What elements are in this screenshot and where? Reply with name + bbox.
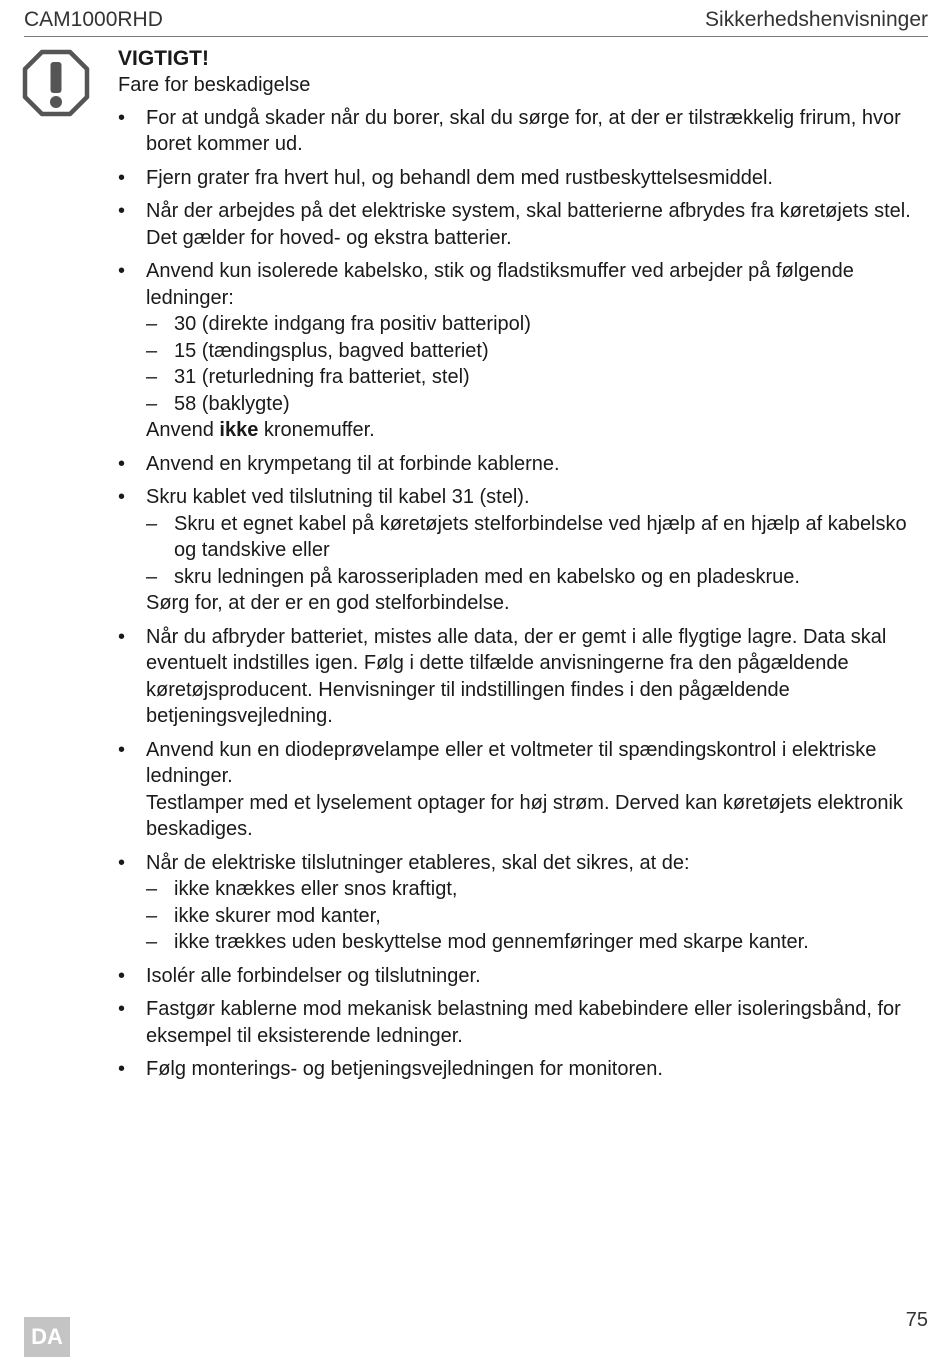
instruction-item (118, 105, 933, 158)
page-number: 75 (905, 1309, 928, 1331)
sub-item: – ikke trækkes uden beskyttelse mod gennemføringer med skarpe kanter. (146, 929, 933, 956)
sub-item: – 30 (direkte indgang fra positiv batteripol) (146, 311, 933, 338)
sub-list (146, 311, 933, 417)
instruction-item (118, 484, 933, 617)
instruction-text: Når du afbryder batteriet, mistes alle data, der er gemt i alle flygtige lagre. Data skal eventuelt indstilles igen. Følg i dette tilfælde anvisningerne fra den pågældende køretøjsproducent. Henvisninger til indstillingen findes i den pågældende betjeningsvejledning. (146, 625, 887, 727)
instruction-list (118, 105, 933, 1083)
sub-item: – skru ledningen på karosseripladen med en kabelsko og en pladeskrue. (146, 564, 933, 591)
instruction-text: Skru kablet ved tilslutning til kabel 31 (stel). (146, 486, 530, 508)
emphasis-text: ikke (219, 419, 259, 441)
instruction-text: Anvend kun en diodeprøvelampe eller et voltmeter til spændingskontrol i elektriske ledninger. (146, 738, 877, 787)
product-model: CAM1000RHD (24, 8, 163, 31)
sub-item: – 31 (returledning fra batteriet, stel) (146, 364, 933, 391)
instruction-text: Anvend en krympetang til at forbinde kablerne. (146, 452, 560, 475)
instruction-text: For at undgå skader når du borer, skal du sørge for, at der er tilstrækkelig frirum, hvor boret kommer ud. (146, 106, 901, 155)
instruction-note: Sørg for, at der er en god stelforbindelse. (146, 592, 510, 614)
instruction-item (118, 850, 933, 956)
instruction-text: Når der arbejdes på det elektriske system, skal batterierne afbrydes fra køretøjets stel. Det gælder for hoved- og ekstra batterier. (146, 200, 911, 249)
hazard-description: Fare for beskadigelse (118, 74, 311, 96)
instruction-item (118, 165, 933, 192)
instruction-item (118, 624, 933, 730)
instruction-text: Når de elektriske tilslutninger etableres, skal det sikres, at de: (146, 851, 690, 874)
note-text: kronemuffer. (258, 419, 375, 441)
instruction-text: Fjern grater fra hvert hul, og behandl dem med rustbeskyttelsesmiddel. (146, 166, 773, 189)
instruction-text: Isolér alle forbindelser og tilslutninger. (146, 964, 481, 987)
signal-word: VIGTIGT! (118, 47, 209, 70)
note-text: Anvend (146, 419, 220, 441)
language-badge: DA (24, 1317, 70, 1357)
sub-item: – ikke skurer mod kanter, (146, 903, 933, 930)
instruction-item (118, 198, 933, 251)
instruction-note: Testlamper med et lyselement optager for høj strøm. Derved kan køretøjets elektronik beskadiges. (146, 791, 903, 840)
sub-item: – ikke knækkes eller snos kraftigt, (146, 876, 933, 903)
sub-item: – 58 (baklygte) (146, 391, 933, 418)
instruction-text: Følg monterings- og betjeningsvejledningen for monitoren. (146, 1058, 663, 1080)
sub-list (146, 511, 933, 591)
instruction-text: Anvend kun isolerede kabelsko, stik og fladstiksmuffer ved arbejder på følgende ledninger: (146, 260, 854, 309)
sub-item: – 15 (tændingsplus, bagved batteriet) (146, 338, 933, 365)
section-title: Sikkerhedshenvisninger (705, 8, 928, 31)
page-header (24, 8, 928, 37)
instruction-item (118, 451, 933, 478)
safety-notice (118, 46, 933, 1090)
instruction-item (118, 1056, 933, 1083)
instruction-item (118, 963, 933, 990)
exclamation-octagon-icon (22, 49, 90, 117)
instruction-item (118, 258, 933, 444)
sub-list (146, 876, 933, 956)
sub-item: – Skru et egnet kabel på køretøjets stelforbindelse ved hjælp af en hjælp af kabelsko og tandskive eller (146, 511, 933, 564)
instruction-note (146, 417, 933, 444)
instruction-text: Fastgør kablerne mod mekanisk belastning med kabebindere eller isoleringsbånd, for eksempel til eksisterende ledninger. (146, 998, 901, 1047)
instruction-item (118, 737, 933, 843)
instruction-item (118, 996, 933, 1049)
